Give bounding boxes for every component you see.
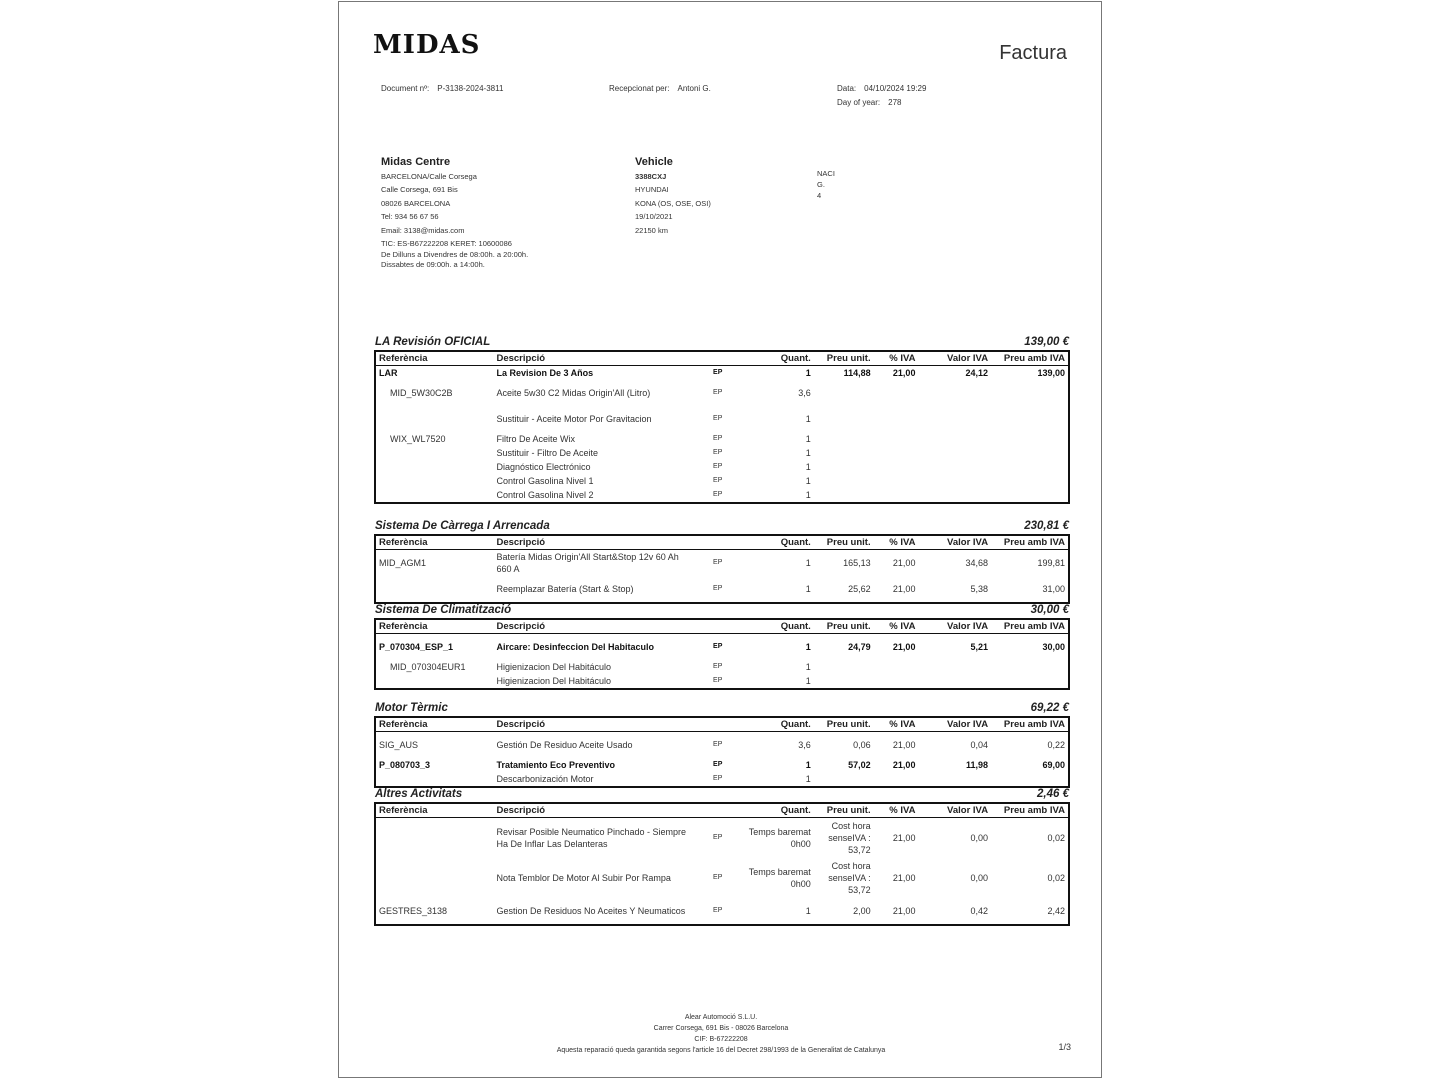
cell-qty: 1 <box>805 759 811 770</box>
centre-line: 08026 BARCELONA <box>381 198 451 208</box>
footer-address: Carrer Corsega, 691 Bis - 08026 Barcelona <box>653 1025 789 1032</box>
column-header-ref: Referència <box>376 804 493 818</box>
cell-desc: Descarbonización Motor <box>496 773 594 784</box>
cell-qty: 3,6 <box>798 739 811 750</box>
cell-unit <box>814 432 874 446</box>
section-table <box>374 802 1070 926</box>
cell-total: 69,00 <box>1042 759 1065 770</box>
cell-vat <box>874 380 919 406</box>
cell-vat: 21,00 <box>892 905 916 916</box>
cell-desc: Filtro De Aceite Wix <box>496 434 575 444</box>
footer-notice: Aquesta reparació queda garantida segons l'article 16 del Decret 298/1993 de la Generalitat de Catalunya <box>556 1047 886 1054</box>
section-title: Sistema De Càrrega I Arrencada <box>375 520 550 532</box>
column-header-ref: Referència <box>376 536 493 550</box>
table-row <box>376 446 1068 460</box>
column-header-ref: Referència <box>376 620 493 634</box>
column-header-unit: Preu unit. <box>814 352 874 366</box>
cell-vat-value: 5,21 <box>970 641 989 652</box>
received-by: Recepcionat per: Antoni G. <box>609 84 711 93</box>
cell-vat <box>874 432 919 446</box>
vehicle-title: Vehicle <box>635 156 673 168</box>
cell-unit <box>814 772 874 786</box>
cell-vat: 21,00 <box>892 832 916 843</box>
cell-vat: 21,00 <box>892 872 916 883</box>
column-header-vat: % IVA <box>874 352 919 366</box>
cell-vat-value <box>918 674 991 688</box>
cell-unit: 24,79 <box>848 641 871 652</box>
cell-vat: 21,00 <box>892 557 916 568</box>
cell-unit: 2,00 <box>853 905 871 916</box>
customer-block <box>817 168 835 201</box>
invoice-date: Data: 04/10/2024 19:29 <box>837 84 927 93</box>
section-table <box>374 534 1070 604</box>
section-title: Sistema De Climatització <box>375 604 512 616</box>
vehicle-line: 19/10/2021 <box>635 212 673 222</box>
customer-line: G. <box>817 180 825 189</box>
cell-qty: Temps baremat 0h00 <box>748 826 811 849</box>
column-header-code <box>696 718 739 732</box>
cell-total: 0,02 <box>1047 872 1065 883</box>
table-row <box>376 818 1068 858</box>
cell-ref <box>376 858 493 898</box>
column-header-code <box>696 804 739 818</box>
cell-vat-value: 0,04 <box>970 739 989 750</box>
cell-ref: LAR <box>379 368 398 378</box>
cell-ref: MID_070304EUR1 <box>390 661 466 672</box>
vehicle-line: HYUNDAI <box>635 185 669 195</box>
cell-desc: Aceite 5w30 C2 Midas Origin'All (Litro) <box>496 388 651 398</box>
table-row <box>376 474 1068 488</box>
cell-ref <box>376 818 493 858</box>
column-header-qty: Quant. <box>739 620 814 634</box>
cell-desc: Control Gasolina Nivel 2 <box>496 490 594 500</box>
column-header-desc: Descripció <box>493 718 696 732</box>
footer-company: Alear Automoció S.L.U. <box>684 1014 758 1021</box>
table-row <box>376 366 1068 381</box>
table-row <box>376 758 1068 772</box>
cell-vat-value <box>918 460 991 474</box>
table-row <box>376 898 1068 924</box>
column-header-desc: Descripció <box>493 620 696 634</box>
cell-desc: Gestión De Residuo Aceite Usado <box>496 739 633 750</box>
cell-desc: Control Gasolina Nivel 1 <box>496 476 594 486</box>
column-header-vat_value: Valor IVA <box>918 804 991 818</box>
cell-code: EP <box>713 463 723 470</box>
footer-cif: CIF: B-67222208 <box>694 1036 748 1043</box>
column-header-total: Preu amb IVA <box>991 536 1068 550</box>
cell-code: EP <box>713 676 723 684</box>
cell-desc: Diagnóstico Electrónico <box>496 462 591 472</box>
cell-qty: 1 <box>805 773 811 784</box>
cell-ref: MID_AGM1 <box>379 557 427 568</box>
invoice-section <box>375 788 1069 926</box>
cell-qty: 1 <box>805 641 811 652</box>
cell-vat <box>874 772 919 786</box>
column-header-vat: % IVA <box>874 620 919 634</box>
cell-code: EP <box>713 873 723 881</box>
cell-unit <box>814 674 874 688</box>
centre-line: Email: 3138@midas.com <box>381 225 465 235</box>
page-number: 1/3 <box>1058 1042 1071 1052</box>
section-title: Motor Tèrmic <box>375 702 448 714</box>
cell-vat-value <box>918 380 991 406</box>
cell-total <box>991 474 1068 488</box>
cell-unit: 114,88 <box>843 368 871 378</box>
cell-ref: P_070304_ESP_1 <box>379 641 454 652</box>
cell-qty: 1 <box>805 476 811 486</box>
column-header-unit: Preu unit. <box>814 620 874 634</box>
section-total: 2,46 € <box>1037 788 1069 800</box>
cell-code: EP <box>713 491 723 498</box>
cell-ref <box>376 446 493 460</box>
column-header-desc: Descripció <box>493 804 696 818</box>
cell-qty: Temps baremat 0h00 <box>748 866 811 889</box>
cell-ref <box>376 674 493 688</box>
cell-ref <box>376 576 493 602</box>
cell-vat-value <box>918 432 991 446</box>
cell-vat <box>874 446 919 460</box>
column-header-vat_value: Valor IVA <box>918 620 991 634</box>
invoice-section <box>375 702 1069 788</box>
centre-line: De Dilluns a Divendres de 08:00h. a 20:00h. <box>381 250 529 260</box>
cell-vat <box>874 406 919 432</box>
day-of-year: Day of year: 278 <box>837 98 902 107</box>
table-row <box>376 488 1068 502</box>
table-row <box>376 732 1068 758</box>
table-row <box>376 634 1068 660</box>
table-row <box>376 576 1068 602</box>
cell-vat-value <box>918 446 991 460</box>
column-header-code <box>696 620 739 634</box>
cell-unit: Cost hora senseIVA : 53,72 <box>828 820 871 855</box>
cell-total <box>991 488 1068 502</box>
cell-unit: 0,06 <box>853 739 871 750</box>
document-number: Document nº: P-3138-2024-3811 <box>381 84 504 93</box>
section-header <box>375 604 1069 618</box>
cell-total <box>991 460 1068 474</box>
cell-ref: P_080703_3 <box>379 759 431 770</box>
cell-ref: MID_5W30C2B <box>390 388 453 398</box>
cell-vat-value: 0,42 <box>970 905 989 916</box>
column-header-desc: Descripció <box>493 536 696 550</box>
cell-desc: Reemplazar Batería (Start & Stop) <box>496 583 634 594</box>
cell-vat-value <box>918 474 991 488</box>
cell-vat-value: 0,00 <box>970 872 989 883</box>
section-table <box>374 716 1070 788</box>
cell-vat <box>874 674 919 688</box>
cell-vat: 21,00 <box>892 739 916 750</box>
section-header <box>375 788 1069 802</box>
cell-total: 31,00 <box>1042 583 1065 594</box>
column-header-total: Preu amb IVA <box>991 352 1068 366</box>
cell-desc: Aircare: Desinfeccion Del Habitaculo <box>496 641 655 652</box>
cell-code: EP <box>713 369 723 376</box>
column-header-desc: Descripció <box>493 352 696 366</box>
cell-unit: Cost hora senseIVA : 53,72 <box>828 860 871 895</box>
invoice-page <box>338 1 1102 1078</box>
cell-total: 139,00 <box>1037 368 1065 378</box>
cell-vat: 21,00 <box>892 583 916 594</box>
cell-vat-value <box>918 660 991 674</box>
column-header-unit: Preu unit. <box>814 804 874 818</box>
column-header-qty: Quant. <box>739 804 814 818</box>
cell-vat-value <box>918 772 991 786</box>
column-header-vat_value: Valor IVA <box>918 536 991 550</box>
cell-qty: 1 <box>805 675 811 686</box>
cell-desc: Higienizacion Del Habitáculo <box>496 675 612 686</box>
cell-code: EP <box>713 435 723 442</box>
cell-unit <box>814 460 874 474</box>
column-header-ref: Referència <box>376 718 493 732</box>
cell-ref: GESTRES_3138 <box>379 905 448 916</box>
cell-ref <box>376 772 493 786</box>
cell-code: EP <box>713 760 723 768</box>
cell-total <box>991 660 1068 674</box>
column-header-total: Preu amb IVA <box>991 804 1068 818</box>
centre-line: Tel: 934 56 67 56 <box>381 212 439 222</box>
invoice-section <box>375 520 1069 604</box>
cell-total <box>991 406 1068 432</box>
column-header-total: Preu amb IVA <box>991 620 1068 634</box>
cell-total: 0,22 <box>1047 739 1065 750</box>
column-header-total: Preu amb IVA <box>991 718 1068 732</box>
cell-unit: 25,62 <box>848 583 871 594</box>
centre-block <box>381 156 528 270</box>
cell-total: 199,81 <box>1037 557 1065 568</box>
section-header <box>375 702 1069 716</box>
cell-unit <box>814 488 874 502</box>
cell-vat-value <box>918 488 991 502</box>
cell-code: EP <box>713 477 723 484</box>
centre-line: Calle Corsega, 691 Bis <box>381 185 458 195</box>
column-header-qty: Quant. <box>739 536 814 550</box>
cell-code: EP <box>713 642 723 650</box>
column-header-unit: Preu unit. <box>814 536 874 550</box>
cell-qty: 1 <box>805 490 811 500</box>
cell-qty: 1 <box>805 462 811 472</box>
cell-vat-value: 11,98 <box>966 759 989 770</box>
cell-ref <box>376 460 493 474</box>
cell-code: EP <box>713 558 723 566</box>
cell-unit <box>814 660 874 674</box>
cell-total <box>991 432 1068 446</box>
vehicle-line: KONA (OS, OSE, OSI) <box>635 198 711 208</box>
column-header-qty: Quant. <box>739 352 814 366</box>
cell-qty: 3,6 <box>798 388 811 398</box>
cell-desc: Higienizacion Del Habitáculo <box>496 661 612 672</box>
section-title: Altres Activitats <box>375 788 463 800</box>
cell-desc: Batería Midas Origin'All Start&Stop 12v 60 Ah 660 A <box>496 551 679 574</box>
cell-total <box>991 674 1068 688</box>
section-header <box>375 336 1069 350</box>
cell-qty: 1 <box>805 583 811 594</box>
section-table <box>374 350 1070 504</box>
centre-line: Dissabtes de 09:00h. a 14:00h. <box>381 260 485 270</box>
section-total: 139,00 € <box>1024 336 1069 348</box>
column-header-vat_value: Valor IVA <box>918 352 991 366</box>
cell-qty: 1 <box>805 434 811 444</box>
cell-desc: La Revision De 3 Años <box>496 368 594 378</box>
document-title: Factura <box>999 42 1067 64</box>
cell-desc: Tratamiento Eco Preventivo <box>496 759 616 770</box>
table-row <box>376 432 1068 446</box>
table-row <box>376 460 1068 474</box>
table-row <box>376 858 1068 898</box>
cell-qty: 1 <box>805 448 811 458</box>
cell-qty: 1 <box>805 557 811 568</box>
vehicle-plate: 3388CXJ <box>635 172 667 181</box>
centre-line: BARCELONA/Calle Corsega <box>381 172 477 181</box>
cell-total <box>991 380 1068 406</box>
section-total: 69,22 € <box>1030 702 1069 714</box>
table-row <box>376 772 1068 786</box>
cell-vat-value: 0,00 <box>970 832 989 843</box>
cell-unit: 165,13 <box>843 557 871 568</box>
midas-logo: MIDAS <box>373 30 481 60</box>
table-row <box>376 660 1068 674</box>
vehicle-line: 22150 km <box>635 225 668 235</box>
cell-vat-value <box>918 406 991 432</box>
cell-total: 30,00 <box>1042 641 1065 652</box>
column-header-code <box>696 536 739 550</box>
cell-total: 2,42 <box>1047 905 1065 916</box>
cell-code: EP <box>713 415 723 422</box>
column-header-qty: Quant. <box>739 718 814 732</box>
table-row <box>376 380 1068 406</box>
cell-vat: 21,00 <box>892 368 916 378</box>
centre-title: Midas Centre <box>381 156 451 168</box>
cell-qty: 1 <box>805 368 811 378</box>
column-header-vat_value: Valor IVA <box>918 718 991 732</box>
vehicle-block <box>635 156 711 237</box>
cell-unit: 57,02 <box>848 759 871 770</box>
cell-vat-value: 5,38 <box>970 583 989 594</box>
section-table <box>374 618 1070 690</box>
cell-total <box>991 446 1068 460</box>
cell-unit <box>814 406 874 432</box>
cell-qty: 1 <box>805 905 811 916</box>
cell-vat: 21,00 <box>892 641 916 652</box>
cell-ref <box>376 406 493 432</box>
cell-code: EP <box>713 389 723 396</box>
table-row <box>376 674 1068 688</box>
section-header <box>375 520 1069 534</box>
column-header-unit: Preu unit. <box>814 718 874 732</box>
column-header-vat: % IVA <box>874 804 919 818</box>
cell-ref: WIX_WL7520 <box>390 434 446 444</box>
cell-vat-value: 24,12 <box>965 368 989 378</box>
cell-desc: Nota Temblor De Motor Al Subir Por Rampa <box>496 872 671 883</box>
cell-vat <box>874 474 919 488</box>
cell-vat <box>874 460 919 474</box>
cell-code: EP <box>713 833 723 841</box>
cell-code: EP <box>713 906 723 914</box>
table-row <box>376 550 1068 576</box>
cell-unit <box>814 474 874 488</box>
column-header-vat: % IVA <box>874 718 919 732</box>
customer-line: NACI <box>817 169 835 178</box>
cell-desc: Revisar Posible Neumatico Pinchado - Siempre Ha De Inflar Las Delanteras <box>496 826 687 849</box>
cell-ref <box>376 474 493 488</box>
cell-desc: Sustituir - Aceite Motor Por Gravitacion <box>496 414 652 424</box>
cell-qty: 1 <box>805 414 811 424</box>
column-header-vat: % IVA <box>874 536 919 550</box>
cell-unit <box>814 446 874 460</box>
cell-code: EP <box>713 662 723 670</box>
section-title: LA Revisión OFICIAL <box>375 336 491 348</box>
invoice-section <box>375 604 1069 690</box>
cell-code: EP <box>713 449 723 456</box>
cell-code: EP <box>713 774 723 782</box>
section-total: 230,81 € <box>1024 520 1069 532</box>
table-row <box>376 406 1068 432</box>
column-header-ref: Referència <box>376 352 493 366</box>
section-total: 30,00 € <box>1030 604 1069 616</box>
cell-unit <box>814 380 874 406</box>
cell-code: EP <box>713 584 723 592</box>
cell-desc: Sustituir - Filtro De Aceite <box>496 448 598 458</box>
centre-line: TIC: ES-B67222208 KERET: 10600086 <box>381 239 512 249</box>
invoice-section <box>375 336 1069 504</box>
cell-vat: 21,00 <box>892 759 916 770</box>
cell-ref: SIG_AUS <box>379 739 419 750</box>
cell-ref <box>376 488 493 502</box>
cell-total: 0,02 <box>1047 832 1065 843</box>
customer-line: 4 <box>817 191 822 200</box>
cell-qty: 1 <box>805 661 811 672</box>
cell-total <box>991 772 1068 786</box>
cell-vat-value: 34,68 <box>965 557 989 568</box>
cell-vat <box>874 660 919 674</box>
column-header-code <box>696 352 739 366</box>
cell-vat <box>874 488 919 502</box>
cell-desc: Gestion De Residuos No Aceites Y Neumaticos <box>496 905 686 916</box>
cell-code: EP <box>713 740 723 748</box>
